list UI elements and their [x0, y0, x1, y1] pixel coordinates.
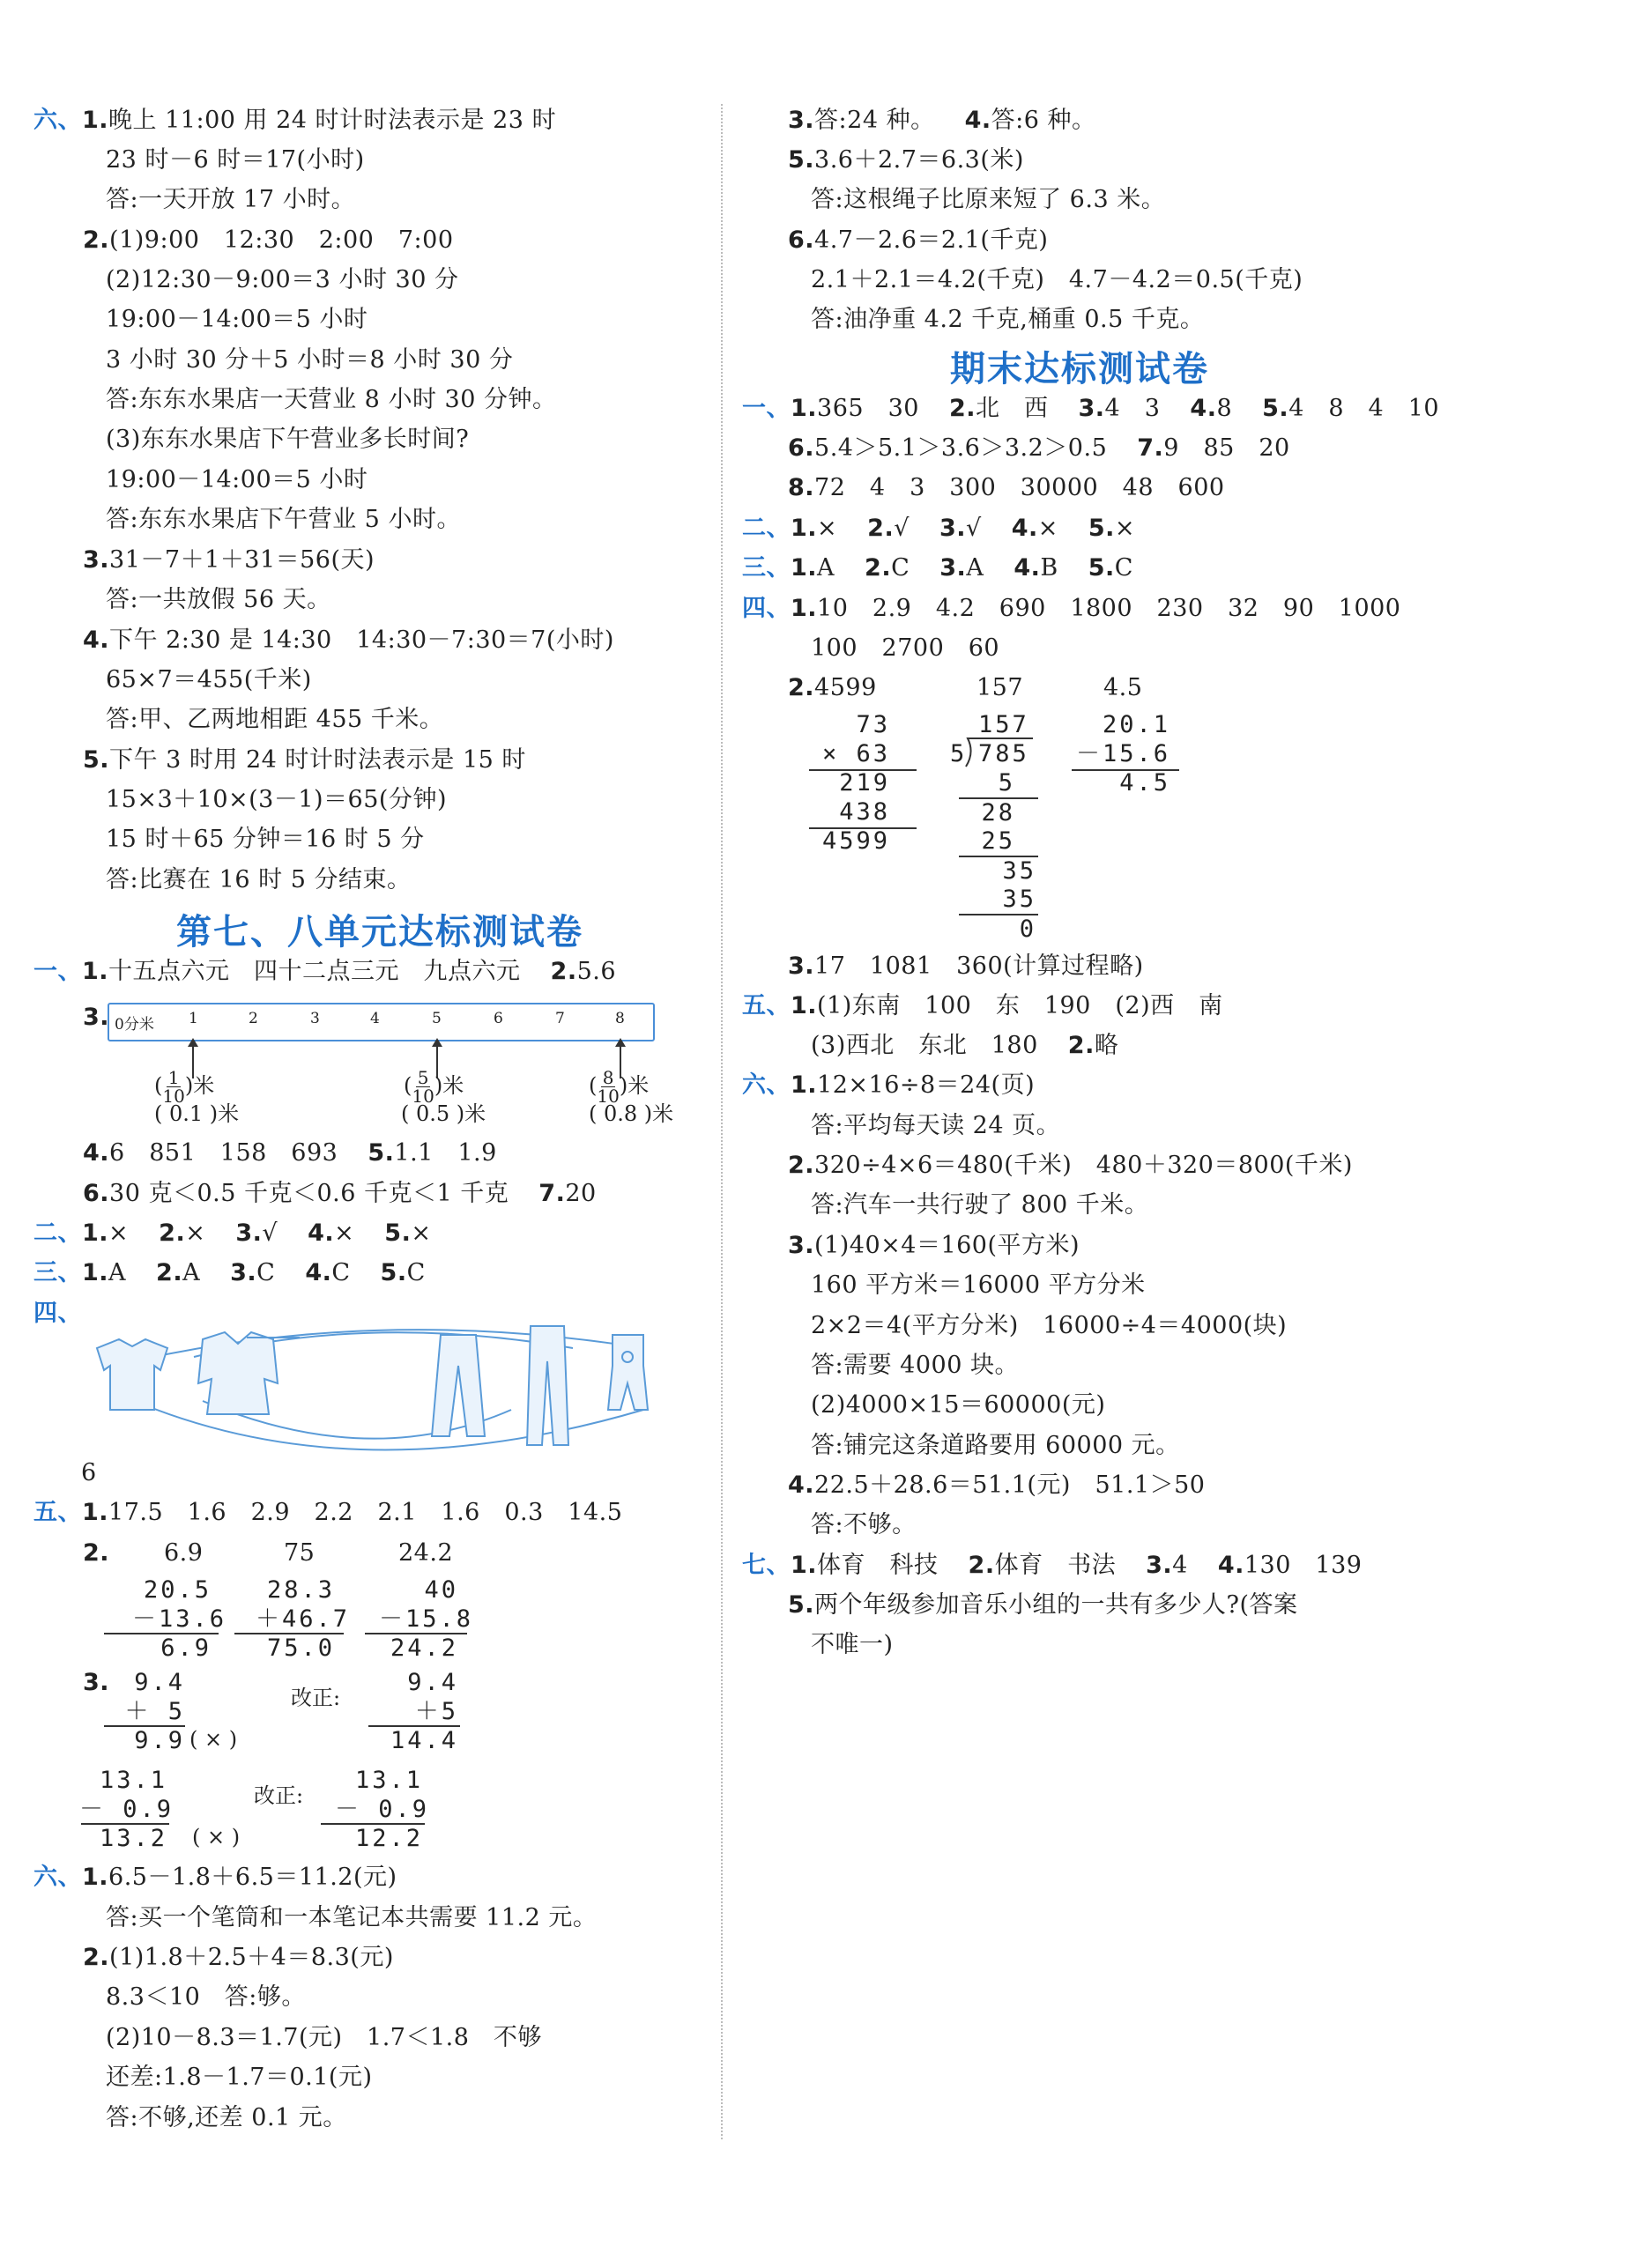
- division-step: 5: [998, 769, 1015, 797]
- left-u4: 四、: [33, 1300, 82, 1327]
- left-sec6-q3: 3.31－7＋1＋31＝56(天): [83, 546, 375, 574]
- text-line: 100 2700 60: [811, 634, 1000, 662]
- decimal-answer-3: ( 0.8 )米: [589, 1101, 674, 1126]
- result-value: 75: [284, 1539, 316, 1567]
- division-divisor: 5: [950, 740, 968, 767]
- text-line: 160 平方米＝16000 平方分米: [811, 1271, 1146, 1299]
- left-sec6-q1: 六、1.晚上 11:00 用 24 时计时法表示是 23 时: [33, 107, 557, 134]
- fix-label: 改正:: [254, 1783, 304, 1808]
- left-sec6-q5: 5.下午 3 时用 24 时计时法表示是 15 时: [83, 746, 526, 774]
- text-line: 23 时－6 时＝17(小时): [106, 146, 365, 174]
- right-f6-line1: 六、1.12×16÷8＝24(页): [742, 1071, 1036, 1099]
- unit-7-8-title: 第七、八单元达标测试卷: [176, 912, 583, 952]
- fix-label: 改正:: [291, 1686, 341, 1710]
- right-f7-line1: 七、1.体育 科技 2.体育 书法 3.4 4.130 139: [742, 1552, 1363, 1579]
- wrong-calc-1: 9.4 ＋ 5 9.9: [124, 1669, 185, 1754]
- text-line: 2.1＋2.1＝4.2(千克) 4.7－4.2＝0.5(千克): [811, 266, 1303, 293]
- vertical-calc-2: 28.3 ＋46.7 75.0: [256, 1576, 351, 1662]
- left-u6-q2: 2.(1)1.8＋2.5＋4＝8.3(元): [83, 1944, 394, 1971]
- wrong-mark: ( × ): [192, 1825, 241, 1849]
- fraction-answer-3: ( $\frac{8}{10}$ )米: [589, 1067, 650, 1107]
- answer-line: 答:买一个笔筒和一本笔记本共需要 11.2 元。: [106, 1904, 598, 1931]
- sweater-icon: [97, 1339, 167, 1410]
- left-u1-q3-num: 3.: [83, 1004, 110, 1031]
- left-sec6-q4: 4.下午 2:30 是 14:30 14:30－7:30＝7(小时): [83, 626, 614, 654]
- ruler-tick: 1: [189, 1010, 198, 1027]
- right-f4-line1: 四、1.10 2.9 4.2 690 1800 230 32 90 1000: [742, 595, 1401, 622]
- answer-line: 答:一天开放 17 小时。: [106, 186, 356, 213]
- ruler-tick: 7: [555, 1010, 565, 1027]
- decimal-answer-1: ( 0.1 )米: [154, 1101, 240, 1126]
- division-step: 35: [1002, 857, 1036, 885]
- ruler-tick: 3: [310, 1010, 320, 1027]
- result-value: 157: [976, 674, 1024, 701]
- right-f1-line1: 一、1.365 30 2.北 西 3.4 3 4.8 5.4 8 4 10: [742, 395, 1440, 422]
- left-sec6-q2: 2.(1)9:00 12:30 2:00 7:00: [83, 226, 454, 254]
- answer-line: 答:汽车一共行驶了 800 千米。: [811, 1191, 1149, 1219]
- answer-line: 答:平均每天读 24 页。: [811, 1112, 1061, 1139]
- right-f1-line3: 8.72 4 3 300 30000 48 600: [788, 474, 1225, 501]
- division-remainder: 0: [1019, 915, 1036, 943]
- left-u3: 三、1.A 2.A 3.C 4.C 5.C: [33, 1259, 426, 1286]
- text-line: 15×3＋10×(3－1)＝65(分钟): [106, 786, 447, 813]
- right-top-q6: 6.4.7－2.6＝2.1(千克): [788, 226, 1049, 254]
- wrong-calc-2: 13.1 － 0.9 13.2: [79, 1767, 174, 1852]
- right-f1-line2: 6.5.4＞5.1＞3.6＞3.2＞0.5 7.9 85 20: [788, 434, 1290, 462]
- answer-line: 答:铺完这条道路要用 60000 元。: [811, 1432, 1180, 1459]
- ruler-tick: 6: [494, 1010, 503, 1027]
- text-line: 不唯一): [811, 1631, 894, 1658]
- text-line: 还差:1.8－1.7＝0.1(元): [106, 2064, 373, 2091]
- text-line: 19:00－14:00＝5 小时: [106, 466, 368, 493]
- ruler-tick: 2: [249, 1010, 258, 1027]
- answer-line: 答:比赛在 16 时 5 分结束。: [106, 866, 412, 893]
- answer-line: 答:需要 4000 块。: [811, 1352, 1019, 1379]
- left-u5-line1: 五、1.17.5 1.6 2.9 2.2 2.1 1.6 0.3 14.5: [33, 1499, 623, 1526]
- text-line: (2)10－8.3＝1.7(元) 1.7＜1.8 不够: [106, 2024, 542, 2051]
- text-line: (2)12:30－9:00＝3 小时 30 分: [106, 266, 459, 293]
- right-f5-line1: 五、1.(1)东南 100 东 190 (2)西 南: [742, 992, 1223, 1019]
- vertical-calc-1: 20.5 －13.6 6.9: [132, 1576, 227, 1662]
- text-line: (2)4000×15＝60000(元): [811, 1391, 1106, 1419]
- text-line: 19:00－14:00＝5 小时: [106, 306, 368, 333]
- right-top-q5: 5.3.6＋2.7＝6.3(米): [788, 146, 1024, 174]
- answer-line: 答:甲、乙两地相距 455 千米。: [106, 706, 444, 733]
- answer-line: 答:这根绳子比原来短了 6.3 米。: [811, 186, 1166, 213]
- result-value: 6.9: [164, 1539, 204, 1567]
- ruler-tick: 5: [432, 1010, 442, 1027]
- left-u1-line1: 一、1.十五点六元 四十二点三元 九点六元 2.5.6: [33, 958, 617, 985]
- fixed-calc-2: 13.1 － 0.9 12.2: [335, 1767, 430, 1852]
- decimal-answer-2: ( 0.5 )米: [401, 1101, 486, 1126]
- ruler-tick: 8: [615, 1010, 625, 1027]
- division-dividend: 785: [978, 740, 1029, 767]
- text-line: (3)东东水果店下午营业多长时间?: [106, 426, 470, 453]
- text-line: 8.3＜10 答:够。: [106, 1983, 306, 2011]
- text-line: 3 小时 30 分＋5 小时＝8 小时 30 分: [106, 346, 514, 374]
- text-line: 15 时＋65 分钟＝16 时 5 分: [106, 826, 425, 853]
- ruler-tick: 0分米: [115, 1016, 154, 1034]
- trousers-icon: [432, 1335, 485, 1436]
- coat-icon: [198, 1332, 300, 1414]
- right-f6-q4: 4.22.5＋28.6＝51.1(元) 51.1＞50: [788, 1471, 1206, 1499]
- wrong-mark: ( × ): [189, 1727, 238, 1752]
- right-f6-q3: 3.(1)40×4＝160(平方米): [788, 1232, 1080, 1259]
- jeans-icon: [527, 1326, 568, 1445]
- right-f4-q3: 3.17 1081 360(计算过程略): [788, 952, 1144, 980]
- right-f4-num2: 2.4599: [788, 674, 877, 701]
- fraction-answer-1: ( $\frac{1}{10}$ )米: [154, 1067, 215, 1107]
- result-value: 4.5: [1103, 674, 1143, 701]
- answer-line: 答:东东水果店下午营业 5 小时。: [106, 506, 461, 533]
- left-u1-line6: 6.30 克＜0.5 千克＜0.6 千克＜1 千克 7.20: [83, 1180, 597, 1207]
- division-step: 25: [981, 827, 1015, 855]
- multiplication-calc: 73 × 63 219 438 4599: [821, 711, 890, 855]
- right-top-line1: 3.答:24 种。 4.答:6 种。: [788, 107, 1096, 134]
- answer-line: 答:油净重 4.2 千克,桶重 0.5 千克。: [811, 306, 1205, 333]
- matching-count: 6: [81, 1459, 97, 1486]
- left-u5-num2: 2.: [83, 1539, 110, 1567]
- left-u1-line4: 4.6 851 158 693 5.1.1 1.9: [83, 1139, 497, 1167]
- right-f5-line2: (3)西北 东北 180 2.略: [811, 1032, 1119, 1059]
- answer-line: 答:东东水果店一天营业 8 小时 30 分钟。: [106, 386, 557, 413]
- right-f6-q2: 2.320÷4×6＝480(千米) 480＋320＝800(千米): [788, 1152, 1353, 1179]
- result-value: 24.2: [398, 1539, 454, 1567]
- final-exam-title: 期末达标测试卷: [950, 349, 1209, 389]
- right-f7-q5: 5.两个年级参加音乐小组的一共有多少人?(答案: [788, 1591, 1298, 1619]
- division-quotient: 157: [978, 711, 1029, 738]
- subtraction-calc: 20.1 －15.6 4.5: [1075, 711, 1170, 797]
- left-u5-num3: 3.: [83, 1669, 110, 1696]
- overalls-icon: [608, 1335, 648, 1410]
- left-u6-line1: 六、1.6.5－1.8＋6.5＝11.2(元): [33, 1864, 397, 1891]
- fraction-answer-2: ( $\frac{5}{10}$ )米: [404, 1067, 464, 1107]
- right-f3: 三、1.A 2.C 3.A 4.B 5.C: [742, 554, 1133, 582]
- answer-line: 答:不够。: [811, 1511, 917, 1538]
- answer-line: 答:一共放假 56 天。: [106, 586, 331, 613]
- clothing-matching-illustration: [79, 1313, 687, 1463]
- vertical-calc-3: 40 －15.8 24.2: [379, 1576, 474, 1662]
- column-divider: [721, 104, 723, 2139]
- left-u2: 二、1.× 2.× 3.√ 4.× 5.×: [33, 1219, 432, 1247]
- fixed-calc-1: 9.4 ＋5 14.4: [390, 1669, 458, 1754]
- answer-line: 答:不够,还差 0.1 元。: [106, 2104, 347, 2131]
- division-step: 35: [1002, 886, 1036, 913]
- ruler-tick: 4: [370, 1010, 380, 1027]
- text-line: 2×2＝4(平方分米) 16000÷4＝4000(块): [811, 1312, 1288, 1339]
- right-f2: 二、1.× 2.√ 3.√ 4.× 5.×: [742, 515, 1136, 542]
- text-line: 65×7＝455(千米): [106, 666, 312, 693]
- division-step: 28: [981, 799, 1015, 826]
